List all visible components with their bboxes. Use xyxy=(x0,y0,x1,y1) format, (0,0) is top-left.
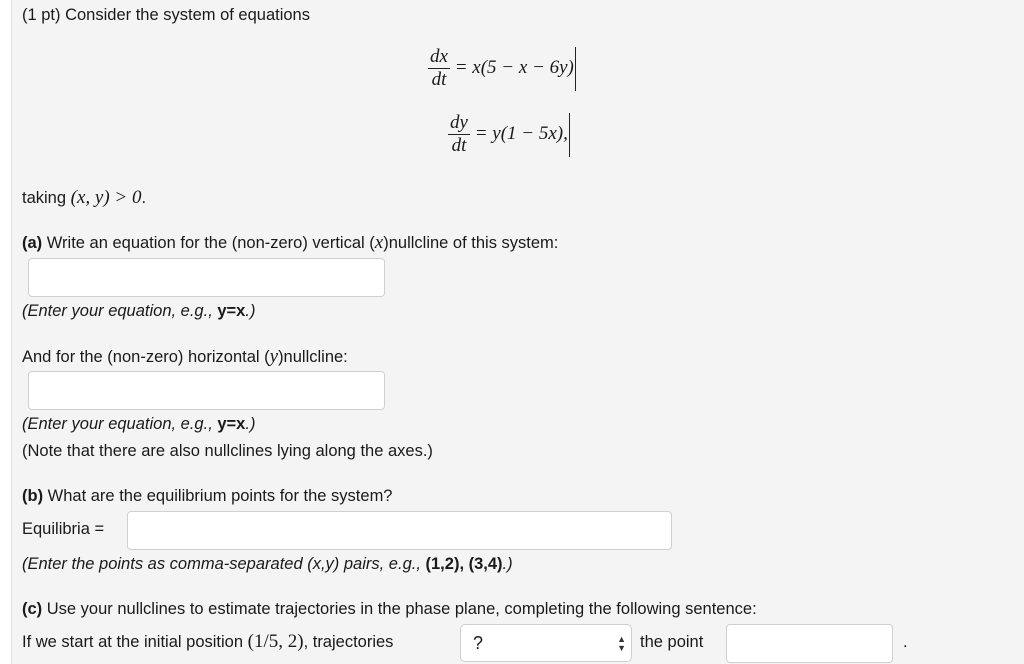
vertical-nullcline-input[interactable] xyxy=(28,258,385,297)
fraction-denominator: dt xyxy=(451,135,467,156)
part-a-hint-2: (Enter your equation, e.g., y=x.) xyxy=(22,415,256,433)
part-a-question: (a) Write an equation for the (non-zero) vertical (x)nullcline of this system: xyxy=(22,232,559,253)
part-a-hint: (Enter your equation, e.g., y=x.) xyxy=(22,302,256,320)
fraction-numerator: dx xyxy=(430,46,448,67)
part-b-hint: (Enter the points as comma-separated (x,y) pairs, e.g., (1,2), (3,4).) xyxy=(22,555,513,573)
select-value: ? xyxy=(473,633,484,653)
fraction-numerator: dy xyxy=(450,112,468,133)
the-point-label: the point xyxy=(640,633,704,651)
axes-note: (Note that there are also nullclines lying along the axes.) xyxy=(22,442,433,460)
point-input[interactable] xyxy=(726,624,893,663)
part-c-sentence: If we start at the initial position (1/5, 2), trajectories xyxy=(22,631,394,652)
updown-arrows-icon: ▲ ▼ xyxy=(617,634,626,653)
sentence-end: . xyxy=(903,633,908,651)
equation-rhs: = x(5 − x − 6y) xyxy=(454,56,574,78)
horizontal-nullcline-question: And for the (non-zero) horizontal (y)nullcline: xyxy=(22,346,348,367)
equilibria-input[interactable] xyxy=(127,511,672,550)
part-b-question: (b) What are the equilibrium points for the system? xyxy=(22,487,393,505)
condition-text: taking (x, y) > 0. xyxy=(22,187,147,208)
equilibria-label: Equilibria = xyxy=(22,520,105,538)
trajectory-select[interactable] xyxy=(460,624,632,662)
fraction-denominator: dt xyxy=(431,69,447,90)
part-c-question: (c) Use your nullclines to estimate trajectories in the phase plane, completing the following sentence: xyxy=(22,600,757,618)
equation-dx xyxy=(428,46,576,91)
equation-rhs: = y(1 − 5x), xyxy=(474,122,568,144)
horizontal-nullcline-input[interactable] xyxy=(28,371,385,410)
problem-title: (1 pt) Consider the system of equations xyxy=(22,6,310,24)
equation-dy xyxy=(448,112,570,157)
